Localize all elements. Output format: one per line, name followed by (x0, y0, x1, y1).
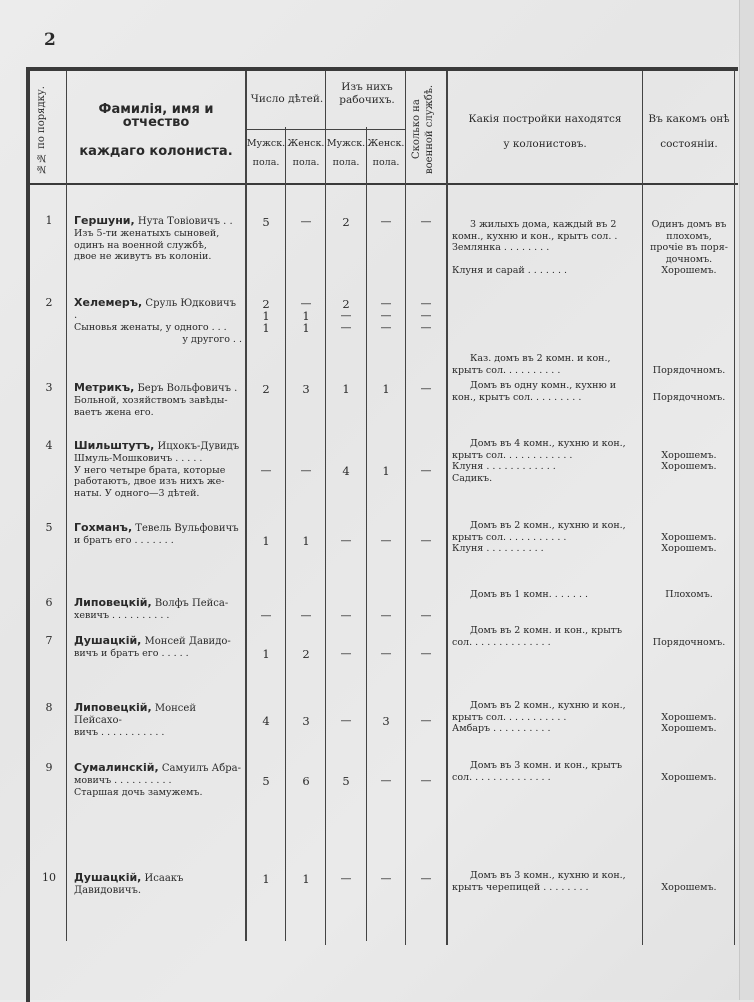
building-line: Садикъ. (452, 472, 493, 484)
count-children-f: 1 (302, 534, 310, 548)
colonist-name (74, 440, 242, 499)
surname: Липовецкій, (74, 596, 152, 609)
condition-line: Хорошемъ. (661, 531, 717, 543)
name-note: Больной, хозяйствомъ завѣды- (74, 395, 228, 406)
name-note: вичъ и братъ его . . . . . (74, 648, 189, 659)
row-number: 9 (45, 761, 53, 774)
row-number: 7 (45, 634, 53, 647)
building-line: комн., кухню и кон., крытъ сол. . (452, 230, 618, 242)
count-military: — (420, 534, 432, 547)
buildings-cell (452, 625, 638, 648)
given-name: Монсей Пейсахо- (74, 703, 196, 726)
count-children-f: 3 (302, 714, 310, 728)
count-workers-f: — (380, 309, 392, 322)
name-note: наты. У одного—3 дѣтей. (74, 487, 200, 499)
condition-line: Хорошемъ. (661, 449, 717, 461)
count-children-f: 1 (302, 872, 310, 886)
condition-line: Хорошемъ. (661, 882, 717, 893)
count-children-f: — (300, 464, 312, 477)
buildings-cell (452, 380, 638, 403)
condition-line (644, 700, 734, 712)
name-line (74, 522, 242, 535)
condition-line: Порядочномъ. (652, 637, 726, 648)
count-children-m: 5 (262, 774, 270, 788)
count-children-f: — (300, 215, 312, 228)
condition-cell (644, 392, 734, 404)
header-condition: Въ какомъ онѣ состояніи. (648, 113, 730, 150)
condition-line: Хорошемъ. (661, 265, 717, 276)
table-top-rule (26, 67, 738, 71)
name-line (74, 872, 242, 897)
count-children-m: 1 (262, 309, 270, 323)
condition-line: плохомъ, (666, 230, 712, 242)
count-children-m: 1 (262, 647, 270, 661)
buildings-cell (452, 438, 638, 484)
surname: Липовецкій, (74, 701, 152, 714)
count-workers-f: 3 (382, 714, 390, 728)
header-children: Число дѣтей. (250, 93, 324, 105)
count-workers-m: — (340, 872, 352, 885)
name-note: одинъ на военной службѣ, (74, 239, 207, 251)
given-name: Тевель Вульфовичъ (132, 523, 239, 534)
condition-cell (644, 772, 734, 784)
condition-cell (644, 438, 734, 473)
name-line (74, 597, 242, 610)
colonist-name (74, 297, 242, 345)
count-workers-f: — (380, 609, 392, 622)
building-line: крытъ сол. . . . . . . . . . . . (452, 449, 573, 461)
condition-line: Хорошемъ. (661, 461, 717, 472)
name-note: мовичъ . . . . . . . . . . (74, 775, 172, 786)
count-workers-m: — (340, 534, 352, 547)
name-line (74, 440, 242, 453)
building-line: Клуня . . . . . . . . . . (452, 543, 544, 554)
condition-cell (644, 882, 734, 894)
given-name: Исаакъ Давидовичъ. (74, 873, 184, 896)
name-line (74, 702, 242, 727)
name-note: Старшая дочь замужемъ. (74, 786, 203, 798)
count-children-m: 1 (262, 321, 270, 335)
condition-cell (644, 637, 734, 649)
count-military: — (420, 297, 432, 310)
given-name: Монсей Давидо- (141, 636, 231, 647)
count-workers-f: — (380, 297, 392, 310)
buildings-cell (452, 520, 638, 555)
condition-line: Одинъ домъ въ (651, 219, 727, 230)
row-number: 6 (45, 596, 53, 609)
header-workers-female: Женск. пола. (367, 138, 405, 168)
building-line: Домъ въ 2 комн. и кон., крытъ (470, 625, 623, 636)
col-line (285, 127, 286, 941)
name-note: Шмуль-Мошковичъ . . . . . (74, 453, 203, 464)
condition-cell (644, 589, 734, 601)
name-note: У него четыре брата, которые (74, 464, 226, 476)
surname: Шильштутъ, (74, 439, 155, 452)
count-children-f: 1 (302, 309, 310, 323)
condition-cell (644, 520, 734, 555)
page-edge (739, 0, 754, 1000)
header-bottom-rule (26, 183, 738, 185)
count-workers-m: 1 (342, 382, 350, 396)
count-military: — (420, 774, 432, 787)
count-children-m: 1 (262, 534, 270, 548)
condition-line: Порядочномъ. (652, 392, 726, 403)
header-buildings: Какія постройки находятся у колонистовъ. (468, 113, 622, 150)
count-military: — (420, 321, 432, 334)
name-line (74, 382, 242, 395)
count-children-m: 5 (262, 215, 270, 229)
count-workers-f: — (380, 321, 392, 334)
row-number: 3 (45, 381, 53, 394)
count-workers-f: — (380, 774, 392, 787)
count-workers-f: — (380, 534, 392, 547)
condition-cell (644, 219, 734, 277)
condition-line: Хорошемъ. (661, 543, 717, 554)
building-line: Клуня и сарай . . . . . . . (452, 265, 568, 276)
condition-line: Плохомъ. (665, 589, 713, 600)
header-name-line2: каждаго колониста. (79, 144, 233, 159)
colonist-name (74, 762, 242, 798)
count-workers-m: 5 (342, 774, 350, 788)
name-note: вичъ . . . . . . . . . . . (74, 727, 165, 738)
count-military: — (420, 309, 432, 322)
name-note: ваетъ жена его. (74, 406, 154, 418)
name-note: у другого . . (182, 333, 242, 345)
condition-cell (644, 700, 734, 735)
building-line: Домъ въ 1 комн. . . . . . . (470, 589, 589, 600)
surname: Гохманъ, (74, 521, 133, 534)
building-line: Домъ въ 4 комн., кухню и кон., (470, 438, 626, 449)
header-no: №№ по порядку. (36, 86, 47, 174)
building-line: Каз. домъ въ 2 комн. и кон., (470, 353, 611, 364)
row-number: 5 (45, 521, 53, 534)
header-workers-male: Мужск. пола. (326, 138, 366, 168)
page-number: 2 (44, 30, 56, 50)
count-military: — (420, 215, 432, 228)
building-line: 3 жилыхъ дома, каждый въ 2 (470, 219, 617, 230)
building-line (452, 254, 638, 266)
col-line (366, 127, 367, 941)
count-children-f: 3 (302, 382, 310, 396)
count-workers-m: — (340, 321, 352, 334)
count-workers-f: 1 (382, 464, 390, 478)
count-children-m: 2 (262, 297, 270, 311)
row-number: 4 (45, 439, 53, 452)
condition-line: Хорошемъ. (661, 711, 717, 723)
count-workers-f: — (380, 647, 392, 660)
building-line: кон., крытъ сол. . . . . . . . . (452, 391, 582, 403)
count-workers-m: — (340, 647, 352, 660)
building-line: Домъ въ 2 комн., кухню и кон., (470, 520, 626, 531)
count-military: — (420, 609, 432, 622)
building-line: Землянка . . . . . . . . (452, 242, 550, 253)
col-line (405, 71, 406, 945)
name-note: Сыновья женаты, у одного . . . (74, 322, 227, 333)
building-line: крытъ сол. . . . . . . . . . . (452, 711, 567, 723)
count-children-f: 1 (302, 321, 310, 335)
count-workers-f: — (380, 215, 392, 228)
condition-line: Хорошемъ. (661, 723, 717, 734)
buildings-cell (452, 870, 638, 893)
colonist-name (74, 215, 242, 263)
count-children-m: 4 (262, 714, 270, 728)
condition-line: дочномъ. (665, 253, 713, 265)
buildings-cell (452, 219, 638, 277)
row-number: 10 (42, 871, 56, 884)
given-name: Сруль Юдковичъ . (74, 298, 236, 321)
count-children-m: 2 (262, 382, 270, 396)
building-line: Амбаръ . . . . . . . . . . (452, 723, 551, 734)
col-line (642, 71, 643, 945)
name-note: хевичъ . . . . . . . . . . (74, 610, 170, 621)
colonist-name (74, 702, 242, 739)
buildings-cell (452, 760, 638, 783)
count-military: — (420, 382, 432, 395)
count-workers-m: 4 (342, 464, 350, 478)
header-children-female: Женск. пола. (287, 138, 325, 168)
colonist-name (74, 597, 242, 622)
given-name: Нута Товіовичъ . . (134, 216, 233, 227)
count-military: — (420, 647, 432, 660)
building-line: крытъ черепицей . . . . . . . . (452, 881, 589, 893)
count-children-f: 6 (302, 774, 310, 788)
surname: Гершуни, (74, 214, 135, 227)
given-name: Самуилъ Абра- (158, 763, 242, 774)
condition-line (644, 520, 734, 532)
count-children-m: — (260, 609, 272, 622)
header-military: Сколько на военной службѣ. (411, 84, 435, 174)
given-name: Беръ Вольфовичъ . (134, 383, 238, 394)
name-note: Изъ 5-ти женатыхъ сыновей, (74, 228, 220, 239)
given-name: Ицхокъ-Дувидъ (154, 441, 240, 452)
colonist-name (74, 635, 242, 660)
header-workers-line1: Изъ нихъ (341, 81, 393, 93)
condition-line (644, 438, 734, 450)
name-note: работаютъ, двое изъ нихъ же- (74, 476, 225, 487)
buildings-cell (452, 589, 638, 601)
building-line: Клуня . . . . . . . . . . . . (452, 461, 556, 472)
table-left-rule (26, 67, 30, 1002)
name-line (74, 762, 242, 775)
condition-line: прочіе въ поря- (650, 242, 728, 253)
building-line: крытъ сол. . . . . . . . . . . (452, 531, 567, 543)
condition-cell (644, 365, 734, 377)
count-children-f: 2 (302, 647, 310, 661)
count-military: — (420, 464, 432, 477)
condition-line: Порядочномъ. (652, 365, 726, 376)
buildings-cell (452, 353, 638, 376)
name-line (74, 635, 242, 648)
building-line: сол. . . . . . . . . . . . . . (452, 636, 551, 648)
surname: Хелемеръ, (74, 296, 143, 309)
surname: Душацкій, (74, 871, 142, 884)
count-workers-m: — (340, 309, 352, 322)
header-children-male: Мужск. пола. (246, 138, 286, 168)
surname: Метрикъ, (74, 381, 135, 394)
building-line: крытъ сол. . . . . . . . . . (452, 364, 561, 376)
count-workers-m: 2 (342, 215, 350, 229)
count-workers-f: 1 (382, 382, 390, 396)
col-line (446, 71, 448, 945)
header-name (70, 103, 242, 158)
count-children-m: 1 (262, 872, 270, 886)
colonist-name (74, 522, 242, 547)
row-number: 2 (45, 296, 53, 309)
count-workers-m: 2 (342, 297, 350, 311)
subheader-rule (246, 129, 406, 130)
row-number: 1 (45, 214, 53, 227)
building-line: сол. . . . . . . . . . . . . . (452, 771, 551, 783)
colonist-name (74, 382, 242, 418)
building-line: Домъ въ 3 комн. и кон., крытъ (470, 760, 623, 771)
header-workers (328, 81, 406, 107)
count-workers-m: — (340, 609, 352, 622)
header-name-line1: Фамилія, имя и отчество (98, 102, 214, 130)
surname: Сумалинскій, (74, 761, 159, 774)
building-line: Домъ въ 3 комн., кухню и кон., (470, 870, 626, 881)
count-military: — (420, 872, 432, 885)
count-military: — (420, 714, 432, 727)
surname: Душацкій, (74, 634, 142, 647)
name-note: двое не живутъ въ колоніи. (74, 251, 212, 262)
building-line: Домъ въ 2 комн., кухню и кон., (470, 700, 626, 711)
count-workers-f: — (380, 872, 392, 885)
col-line (325, 71, 326, 945)
name-line (74, 297, 242, 322)
given-name: Волфъ Пейса- (151, 598, 229, 609)
count-workers-m: — (340, 714, 352, 727)
name-note: и братъ его . . . . . . . (74, 535, 174, 546)
buildings-cell (452, 700, 638, 735)
count-children-m: — (260, 464, 272, 477)
building-line: Домъ въ одну комн., кухню и (470, 380, 617, 391)
name-line (74, 215, 242, 228)
condition-line: Хорошемъ. (661, 772, 717, 783)
col-line (245, 71, 247, 941)
count-children-f: — (300, 609, 312, 622)
col-line (734, 71, 735, 945)
row-number: 8 (45, 701, 53, 714)
colonist-name (74, 872, 242, 897)
header-workers-line2: рабочихъ. (339, 94, 395, 106)
col-line (66, 71, 67, 941)
count-children-f: — (300, 297, 312, 310)
